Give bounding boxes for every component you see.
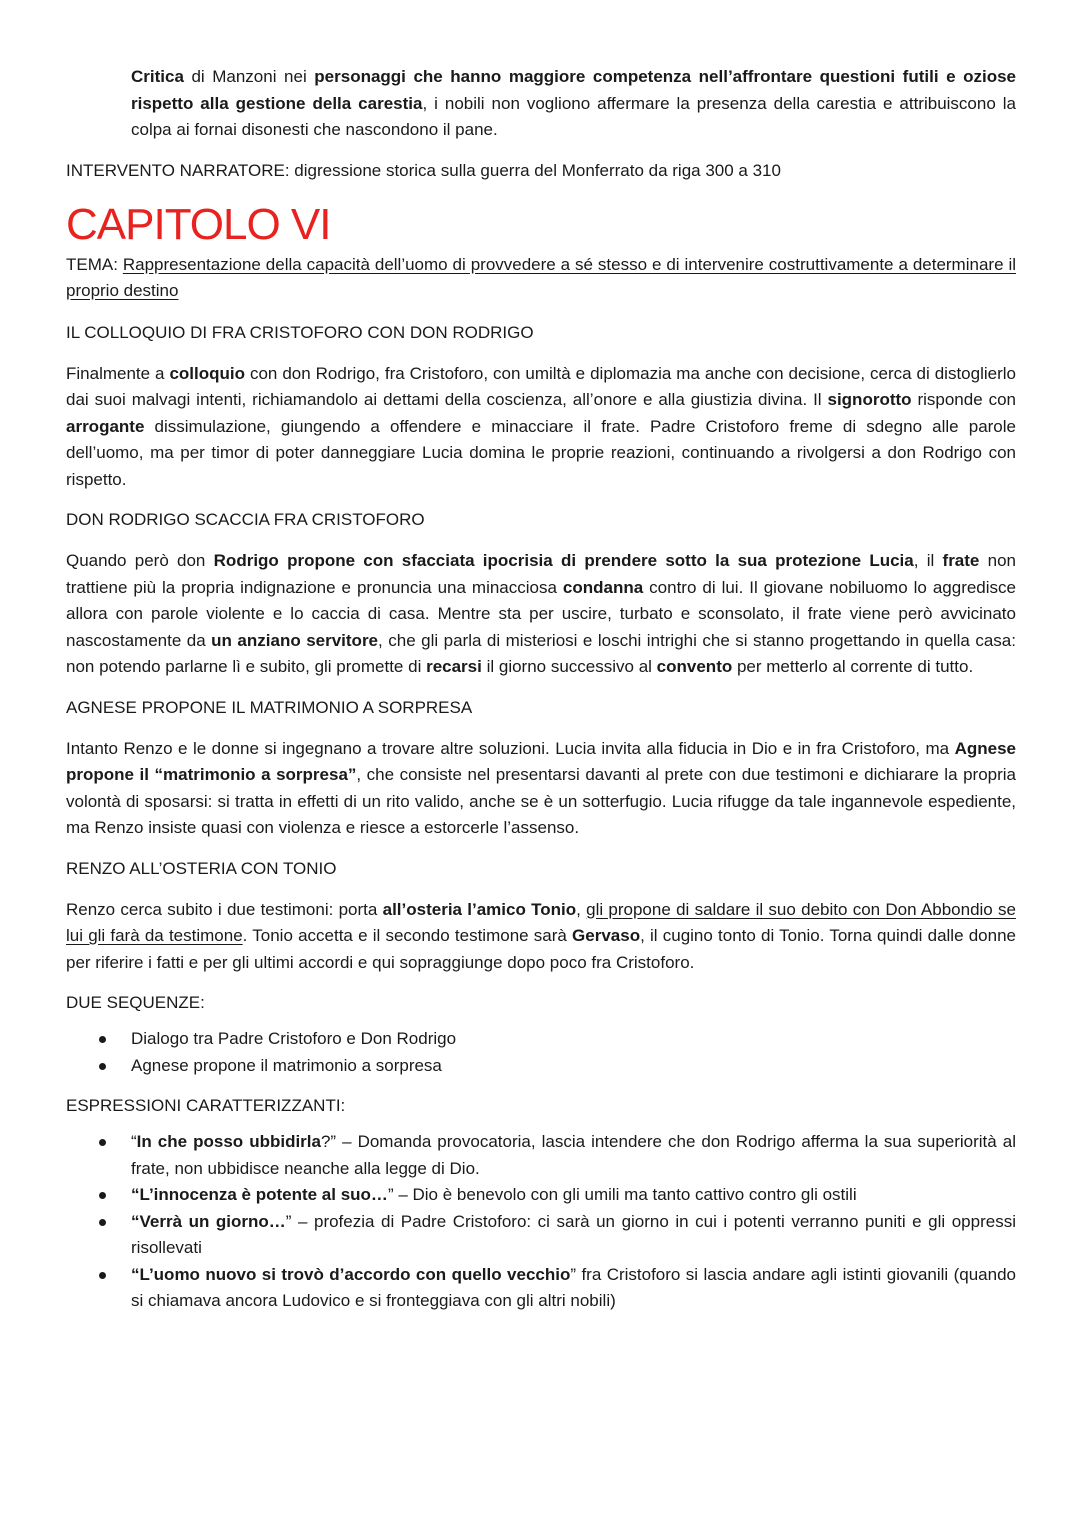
list-item: Agnese propone il matrimonio a sorpresa: [131, 1053, 1016, 1080]
sequenze-list: [66, 1026, 1016, 1079]
list-item: Dialogo tra Padre Cristoforo e Don Rodrigo: [131, 1026, 1016, 1053]
chapter-title: CAPITOLO VI: [66, 199, 331, 249]
tema-paragraph: TEMA: Rappresentazione della capacità dell’uomo di provvedere a sé stesso e di intervenire costruttivamente a determinare il proprio destino: [66, 254, 1016, 300]
section-paragraph-scaccia: Quando però don Rodrigo propone con sfacciata ipocrisia di prendere sotto la sua protezione Lucia, il frate non trattiene più la propria indignazione e pronuncia una minacciosa condanna contro di lui. Il giovane nobiluomo lo aggredisce allora con parole violente e lo caccia di casa. Mentre sta per uscire, turbato e sconsolato, il frate viene però avvicinato nascostamente da un anziano servitore, che gli parla di misteriosi e loschi intrighi che si stanno progettando in quella casa: non potendo parlarne lì e subito, gli promette di recarsi il giorno successivo al convento per metterlo al corrente di tutto.: [66, 551, 1017, 676]
section-heading-matrimonio: AGNESE PROPONE IL MATRIMONIO A SORPRESA: [66, 697, 473, 717]
espressioni-list: [66, 1129, 1016, 1315]
list-item: “Verrà un giorno…” – profezia di Padre Cristoforo: ci sarà un giorno in cui i potenti verranno puniti e gli oppressi risollevati: [131, 1209, 1016, 1262]
list-item: “L’innocenza è potente al suo…” – Dio è benevolo con gli umili ma tanto cattivo contro gli ostili: [131, 1182, 1016, 1209]
bold-text: Critica: [131, 67, 184, 86]
section-heading-colloquio: IL COLLOQUIO DI FRA CRISTOFORO CON DON RODRIGO: [66, 322, 534, 342]
intervento-narratore: INTERVENTO NARRATORE: digressione storica sulla guerra del Monferrato da riga 300 a 310: [66, 160, 781, 180]
section-paragraph-matrimonio: Intanto Renzo e le donne si ingegnano a trovare altre soluzioni. Lucia invita alla fiducia in Dio e in fra Cristoforo, ma Agnese propone il “matrimonio a sorpresa”, che consiste nel presentarsi davanti al prete con due testimoni e dichiarare la propria volontà di sposarsi: si tratta in effetti di un rito valido, anche se è un sotterfugio. Lucia rifugge da tale ingannevole espediente, ma Renzo insiste quasi con violenza e riesce a estorcerle l’assenso.: [66, 738, 1016, 837]
bold-text: personaggi che hanno maggiore competenza nell’affrontare questioni futili e oziose rispetto alla gestione della carestia: [131, 67, 1016, 113]
list-item: “L’uomo nuovo si trovò d’accordo con quello vecchio” fra Cristoforo si lascia andare agli istinti giovanili (quando si chiamava ancora Ludovico e si fronteggiava con gli altri nobili): [131, 1262, 1016, 1315]
section-paragraph-colloquio: Finalmente a colloquio con don Rodrigo, fra Cristoforo, con umiltà e diplomazia ma anche con decisione, cerca di distoglierlo dai suoi malvagi intenti, richiamandolo ai dettami della coscienza, all’onore e alla giustizia divina. Il signorotto risponde con arrogante dissimulazione, giungendo a offendere e minacciare il frate. Padre Cristoforo freme di sdegno alle parole dell’uomo, ma per timor di poter danneggiare Lucia domina le proprie reazioni, continuando a rivolgersi a don Rodrigo con rispetto.: [66, 363, 1016, 489]
section-heading-osteria: RENZO ALL’OSTERIA CON TONIO: [66, 858, 337, 878]
underlined-text: Rappresentazione della capacità dell’uomo di provvedere a sé stesso e di intervenire costruttivamente a determinare il proprio destino: [66, 254, 1016, 300]
section-paragraph-osteria: Renzo cerca subito i due testimoni: porta all’osteria l’amico Tonio, gli propone di saldare il suo debito con Don Abbondio se lui gli farà da testimone. Tonio accetta e il secondo testimone sarà Gervaso, il cugino tonto di Tonio. Torna quindi dalle donne per riferire i fatti e per gli ultimi accordi e qui sopraggiunge dopo poco fra Cristoforo.: [66, 899, 1016, 972]
critica-paragraph: Critica di Manzoni nei personaggi che hanno maggiore competenza nell’affrontare questioni futili e oziose rispetto alla gestione della carestia, i nobili non vogliono affermare la presenza della carestia e attribuiscono la colpa ai fornai disonesti che nascondono il pane.: [131, 67, 1016, 139]
list-item: “In che posso ubbidirla?” – Domanda provocatoria, lascia intendere che don Rodrigo afferma la sua superiorità al frate, non ubbidisce neanche alla legge di Dio.: [131, 1129, 1016, 1182]
espressioni-heading: ESPRESSIONI CARATTERIZZANTI:: [66, 1096, 346, 1115]
section-heading-scaccia: DON RODRIGO SCACCIA FRA CRISTOFORO: [66, 510, 425, 529]
sequenze-heading: DUE SEQUENZE:: [66, 993, 205, 1012]
